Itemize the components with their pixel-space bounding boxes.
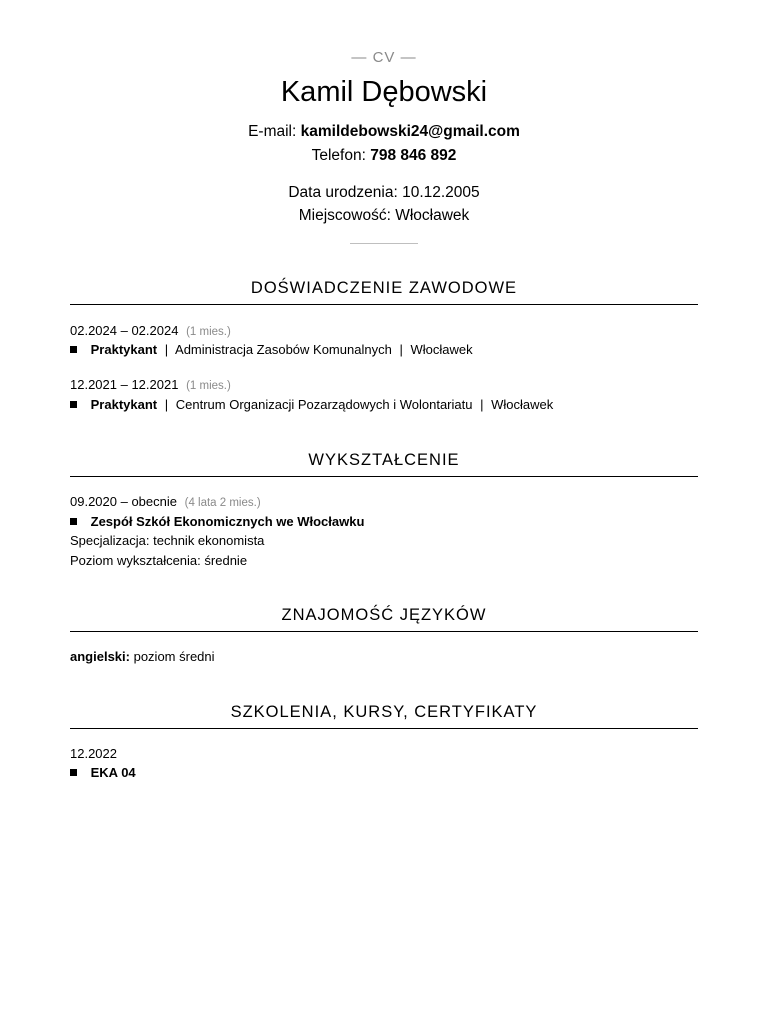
education-level-line bbox=[70, 553, 247, 568]
bullet-square-icon bbox=[70, 518, 77, 525]
course-date-line bbox=[70, 746, 117, 761]
city-value: Włocławek bbox=[395, 207, 470, 224]
city-line bbox=[0, 207, 768, 225]
cv-label: — CV — bbox=[351, 49, 417, 66]
level-label: Poziom wykształcenia: bbox=[70, 553, 201, 568]
experience-item-1-details bbox=[70, 342, 473, 357]
education-specialization-line bbox=[70, 533, 264, 548]
education-school: Zespół Szkół Ekonomicznych we Włocławku bbox=[90, 514, 365, 529]
experience-dates: 12.2021 – 12.2021 bbox=[70, 377, 179, 392]
email-line bbox=[0, 123, 768, 141]
birth-label: Data urodzenia: bbox=[288, 184, 398, 201]
email-label: E-mail: bbox=[248, 123, 297, 140]
experience-employer: Centrum Organizacji Pozarządowych i Wolontariatu bbox=[175, 397, 473, 412]
education-duration: (4 lata 2 mies.) bbox=[184, 497, 261, 509]
course-name: EKA 04 bbox=[90, 765, 136, 780]
language-level: poziom średni bbox=[133, 649, 215, 664]
bullet-square-icon bbox=[70, 401, 77, 408]
candidate-name: Kamil Dębowski bbox=[280, 76, 488, 108]
language-item bbox=[70, 649, 215, 664]
birth-value: 10.12.2005 bbox=[402, 184, 480, 201]
courses-title: SZKOLENIA, KURSY, CERTYFIKATY bbox=[230, 703, 538, 721]
education-rule bbox=[70, 476, 698, 477]
education-school-line bbox=[70, 514, 364, 529]
separator: | bbox=[399, 342, 403, 357]
experience-location: Włocławek bbox=[410, 342, 473, 357]
education-title: WYKSZTAŁCENIE bbox=[308, 451, 460, 469]
city-label: Miejscowość: bbox=[298, 207, 391, 224]
phone-value: 798 846 892 bbox=[370, 147, 457, 164]
education-dates-line bbox=[70, 494, 261, 509]
level-value: średnie bbox=[204, 553, 248, 568]
email-value: kamildebowski24@gmail.com bbox=[300, 123, 520, 140]
experience-item-2-details bbox=[70, 397, 553, 412]
course-date: 12.2022 bbox=[70, 746, 117, 761]
education-dates: 09.2020 – obecnie bbox=[70, 494, 177, 509]
bullet-square-icon bbox=[70, 346, 77, 353]
experience-duration: (1 mies.) bbox=[186, 380, 231, 392]
experience-location: Włocławek bbox=[491, 397, 554, 412]
specialization-value: technik ekonomista bbox=[153, 533, 265, 548]
experience-duration: (1 mies.) bbox=[186, 326, 231, 338]
experience-title: DOŚWIADCZENIE ZAWODOWE bbox=[250, 279, 518, 297]
separator: | bbox=[164, 397, 169, 412]
phone-label: Telefon: bbox=[311, 147, 366, 164]
language-name: angielski: bbox=[70, 649, 130, 664]
separator: | bbox=[480, 397, 484, 412]
specialization-label: Specjalizacja: bbox=[70, 533, 150, 548]
phone-line bbox=[0, 147, 768, 165]
languages-title: ZNAJOMOŚĆ JĘZYKÓW bbox=[281, 606, 487, 624]
experience-item-2-dates bbox=[70, 377, 231, 392]
experience-position: Praktykant bbox=[90, 397, 158, 412]
course-name-line bbox=[70, 765, 136, 780]
separator: | bbox=[164, 342, 169, 357]
bullet-square-icon bbox=[70, 769, 77, 776]
experience-rule bbox=[70, 304, 698, 305]
experience-item-1-dates bbox=[70, 323, 231, 338]
header-divider bbox=[350, 243, 418, 244]
experience-position: Praktykant bbox=[90, 342, 158, 357]
experience-employer: Administracja Zasobów Komunalnych bbox=[175, 342, 392, 357]
experience-dates: 02.2024 – 02.2024 bbox=[70, 323, 179, 338]
courses-rule bbox=[70, 728, 698, 729]
birth-line bbox=[0, 184, 768, 202]
languages-rule bbox=[70, 631, 698, 632]
